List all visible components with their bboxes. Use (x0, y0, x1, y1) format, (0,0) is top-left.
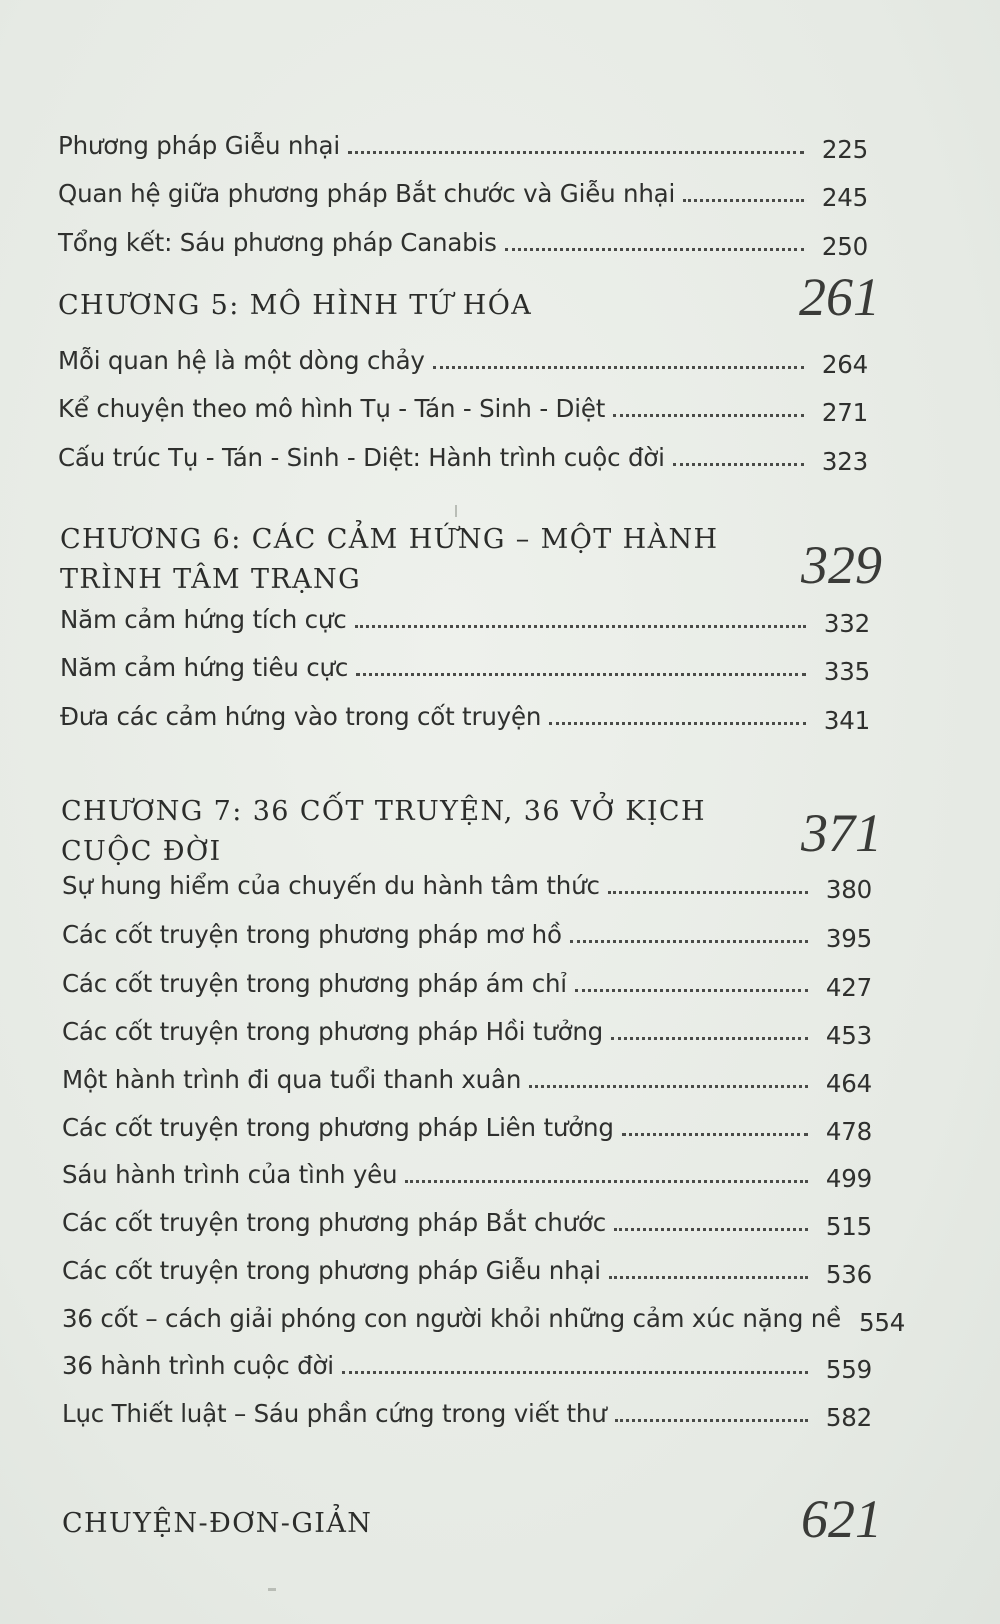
toc-entry-page: 478 (825, 1117, 872, 1146)
toc-entry[interactable] (58, 339, 868, 379)
toc-entry-page: 554 (858, 1308, 906, 1337)
chapter-6-heading[interactable] (60, 520, 718, 600)
toc-entry-title: Các cốt truyện trong phương pháp Giễu nhại (62, 1256, 601, 1285)
toc-entry[interactable] (62, 962, 872, 1002)
dot-leader (549, 722, 806, 725)
toc-entry-page: 453 (825, 1021, 872, 1050)
toc-entry-title: 36 cốt – cách giải phóng con người khỏi những cảm xúc nặng nề (62, 1304, 841, 1333)
toc-entry[interactable] (58, 221, 868, 261)
dot-leader (342, 1371, 808, 1374)
dot-leader (355, 625, 806, 628)
toc-entry-page: 264 (821, 350, 868, 379)
toc-entry-page: 536 (825, 1260, 872, 1289)
print-speck (455, 505, 457, 517)
toc-entry-title: Các cốt truyện trong phương pháp Bắt chước (62, 1208, 607, 1237)
toc-entry-title: Các cốt truyện trong phương pháp Hồi tưởng (62, 1017, 604, 1046)
toc-entry-title: Kể chuyện theo mô hình Tụ - Tán - Sinh - Diệt (58, 394, 606, 423)
dot-leader (570, 940, 808, 943)
chapter-heading-line: CUỘC ĐỜI (61, 836, 222, 867)
toc-entry-page: 271 (821, 398, 868, 427)
dot-leader (433, 366, 804, 369)
toc-entry-page: 335 (823, 657, 870, 686)
print-speck (268, 1588, 276, 1591)
toc-entry[interactable] (58, 436, 868, 476)
toc-entry[interactable] (62, 1249, 872, 1289)
toc-entry-page: 559 (825, 1355, 872, 1384)
toc-entry[interactable] (60, 598, 870, 638)
toc-entry[interactable] (62, 1153, 872, 1193)
dot-leader (609, 1276, 808, 1279)
dot-leader (611, 1037, 808, 1040)
toc-entry[interactable] (62, 1344, 872, 1384)
toc-entry[interactable] (62, 1297, 906, 1337)
chapter-5-page: 261 (799, 267, 880, 327)
toc-entry-page: 332 (823, 609, 870, 638)
chapter-heading-line: CHƯƠNG 7: 36 CỐT TRUYỆN, 36 VỞ KỊCH (61, 796, 706, 827)
toc-entry[interactable] (62, 864, 872, 904)
chapter-7-page: 371 (801, 803, 882, 863)
final-section-heading[interactable] (62, 1504, 372, 1544)
toc-entry-title: Các cốt truyện trong phương pháp Liên tưởng (62, 1113, 614, 1142)
toc-entry-page: 341 (823, 706, 870, 735)
toc-entry-page: 464 (825, 1069, 872, 1098)
dot-leader (575, 989, 808, 992)
toc-entry-title: Lục Thiết luật – Sáu phần cứng trong viết thư (62, 1399, 607, 1428)
toc-entry-title: 36 hành trình cuộc đời (62, 1351, 334, 1380)
toc-entry-page: 380 (825, 875, 872, 904)
toc-entry[interactable] (58, 124, 868, 164)
toc-entry-title: Sự hung hiểm của chuyến du hành tâm thức (62, 871, 600, 900)
toc-entry-page: 225 (821, 135, 868, 164)
dot-leader (356, 673, 806, 676)
toc-entry[interactable] (62, 913, 872, 953)
toc-entry[interactable] (62, 1392, 872, 1432)
toc-entry-title: Đưa các cảm hứng vào trong cốt truyện (60, 702, 542, 731)
toc-entry-title: Phương pháp Giễu nhại (58, 131, 340, 160)
toc-entry-title: Các cốt truyện trong phương pháp mơ hồ (62, 920, 562, 949)
chapter-6-page: 329 (801, 535, 882, 595)
toc-entry-title: Cấu trúc Tụ - Tán - Sinh - Diệt: Hành trình cuộc đời (58, 443, 665, 472)
toc-entry[interactable] (60, 695, 870, 735)
toc-entry-page: 515 (825, 1212, 872, 1241)
chapter-5-heading[interactable] (58, 286, 532, 326)
toc-entry-page: 250 (821, 232, 868, 261)
toc-entry-page: 323 (821, 447, 868, 476)
dot-leader (608, 891, 808, 894)
dot-leader (615, 1419, 808, 1422)
toc-entry-title: Một hành trình đi qua tuổi thanh xuân (62, 1065, 522, 1094)
toc-entry[interactable] (62, 1058, 872, 1098)
toc-entry-page: 499 (825, 1164, 872, 1193)
chapter-heading-line: CHƯƠNG 6: CÁC CẢM HỨNG – MỘT HÀNH (60, 524, 719, 555)
dot-leader (529, 1085, 808, 1088)
dot-leader (613, 414, 804, 417)
dot-leader (673, 463, 804, 466)
toc-entry[interactable] (58, 387, 868, 427)
toc-entry-title: Quan hệ giữa phương pháp Bắt chước và Giễu nhại (58, 179, 676, 208)
toc-entry-title: Năm cảm hứng tích cực (60, 605, 347, 634)
dot-leader (505, 248, 804, 251)
toc-entry[interactable] (62, 1106, 872, 1146)
toc-entry-page: 395 (825, 924, 872, 953)
toc-entry-page: 582 (825, 1403, 872, 1432)
toc-entry-page: 245 (821, 183, 868, 212)
final-section-page: 621 (801, 1489, 882, 1549)
dot-leader (614, 1228, 808, 1231)
toc-entry[interactable] (62, 1201, 872, 1241)
toc-entry-title: Sáu hành trình của tình yêu (62, 1160, 398, 1189)
dot-leader (348, 151, 804, 154)
toc-entry-title: Mỗi quan hệ là một dòng chảy (58, 346, 425, 375)
toc-entry-title: Tổng kết: Sáu phương pháp Canabis (58, 228, 497, 257)
dot-leader (405, 1180, 808, 1183)
chapter-heading-line: TRÌNH TÂM TRẠNG (60, 564, 362, 595)
toc-entry[interactable] (58, 172, 868, 212)
toc-entry[interactable] (60, 646, 870, 686)
toc-entry-page: 427 (825, 973, 872, 1002)
chapter-heading-line: CHƯƠNG 5: MÔ HÌNH TỨ HÓA (58, 290, 533, 321)
toc-entry[interactable] (62, 1010, 872, 1050)
dot-leader (622, 1133, 808, 1136)
toc-entry-title: Năm cảm hứng tiêu cực (60, 653, 349, 682)
dot-leader (683, 199, 804, 202)
chapter-7-heading[interactable] (61, 792, 706, 872)
toc-entry-title: Các cốt truyện trong phương pháp ám chỉ (62, 969, 567, 998)
chapter-heading-line: CHUYỆN-ĐƠN-GIẢN (62, 1508, 373, 1539)
